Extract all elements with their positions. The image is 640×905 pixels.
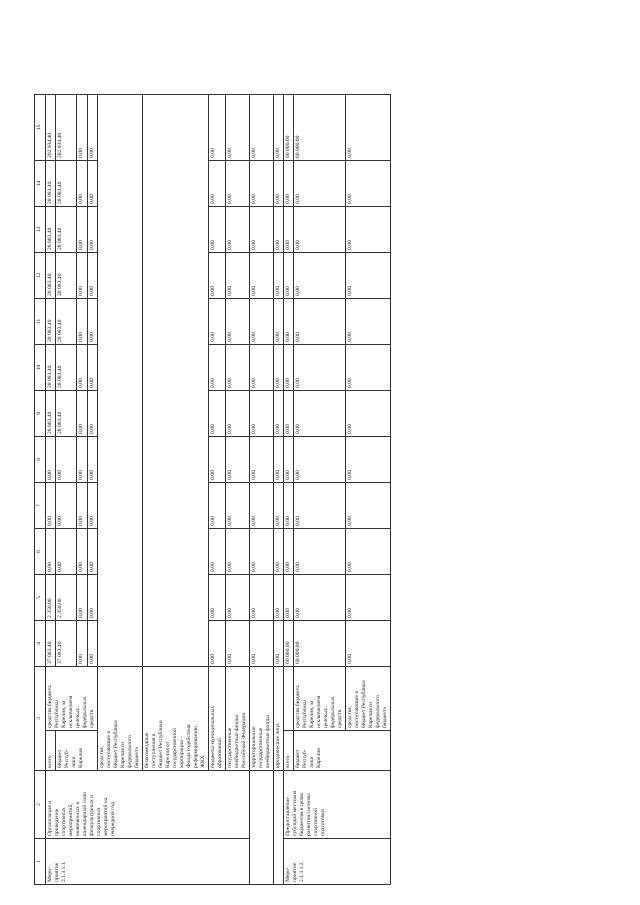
- cell-c5: 2 350,00: [56, 574, 77, 620]
- cell-c7: 0,00: [250, 482, 274, 528]
- executor-name: Респуб- лики Карелия: [64, 748, 84, 768]
- total-c13: 0,00: [284, 206, 294, 252]
- cell-c10: 0,00: [274, 344, 284, 390]
- measure-1-total-row: [46, 94, 56, 884]
- total-c5: 2 350,00: [46, 574, 56, 620]
- measure-2-source-1: средства бюджета Республики Карелия, за исключением целевых федеральных средств: [294, 666, 346, 730]
- cell-c14: 0,00: [274, 160, 284, 206]
- cell-c4: 0,00: [346, 620, 391, 666]
- cell-c8: 0,00: [250, 436, 274, 482]
- cell-c15: 0,00: [77, 94, 87, 160]
- cell-c9: 0,00: [226, 390, 250, 436]
- cell-c12: 0,00: [77, 252, 87, 298]
- cell-c13: 0,00: [77, 206, 87, 252]
- spacer: [250, 771, 274, 885]
- header-cell: 2: [35, 771, 46, 839]
- cell-c6: 0,00: [77, 528, 87, 574]
- cell-c7: 0,00: [346, 482, 391, 528]
- executor-top: бюджет: [295, 749, 301, 768]
- cell-c6: 0,00: [346, 528, 391, 574]
- cell-c15: 0,00: [87, 94, 97, 160]
- total-c4: 37 083,40: [46, 620, 56, 666]
- extra-label: бюджеты муниципальных образований: [209, 666, 226, 770]
- header-cell: 3: [35, 666, 46, 770]
- executor-top: бюджет: [57, 749, 63, 768]
- header-cell: 9: [35, 390, 46, 436]
- cell-c8: 0,00: [274, 436, 284, 482]
- cell-c11: 0,00: [274, 298, 284, 344]
- cell-c6: 0,00: [250, 528, 274, 574]
- cell-c10: 28 083,40: [56, 344, 77, 390]
- cell-c14: 0,00: [226, 160, 250, 206]
- cell-c9: 28 083,40: [56, 390, 77, 436]
- cell-c12: 0,00: [209, 252, 226, 298]
- measure-1-title: Организация и проведение спортивных мероприятий, включенных в календарный план физкультурных и спортивных мероприятий на очередной год: [46, 771, 250, 839]
- total-c11: 28 083,40: [46, 298, 56, 344]
- cell-c8: 0,00: [226, 436, 250, 482]
- cell-c9: 0,00: [77, 390, 87, 436]
- header-cell: 10: [35, 344, 46, 390]
- total-c14: 28 083,40: [46, 160, 56, 206]
- cell-c6: 0,00: [56, 528, 77, 574]
- cell-c12: 0,00: [274, 252, 284, 298]
- header-cell: 12: [35, 252, 46, 298]
- measure-1-source-3: безвозмездные поступления в бюджет Республики Карелия от государственной корпорации – Фонда содействия реформированию ЖКХ: [143, 666, 209, 770]
- cell-c8: 0,00: [77, 436, 87, 482]
- cell-c8: 0,00: [209, 436, 226, 482]
- cell-c15: 0,00: [274, 94, 284, 160]
- cell-c11: 0,00: [250, 298, 274, 344]
- measure-1-source-1-row: [56, 94, 77, 884]
- cell-c10: 0,00: [250, 344, 274, 390]
- cell-c7: 0,00: [294, 482, 346, 528]
- cell-c15: 202 934,40: [56, 94, 77, 160]
- cell-c10: 0,00: [294, 344, 346, 390]
- cell-c9: 0,00: [274, 390, 284, 436]
- total-c6: 0,00: [46, 528, 56, 574]
- cell-c9: 0,00: [87, 390, 97, 436]
- cell-c15: 0,00: [226, 94, 250, 160]
- cell-c5: 0,00: [294, 574, 346, 620]
- measure-1-source-2: средства, поступающие в бюджет Республики Карелия из федерального бюджета: [98, 666, 143, 770]
- cell-c13: 0,00: [346, 206, 391, 252]
- cell-c7: 0,00: [77, 482, 87, 528]
- cell-c5: 0,00: [250, 574, 274, 620]
- cell-c5: 0,00: [346, 574, 391, 620]
- cell-c13: 0,00: [294, 206, 346, 252]
- cell-c14: 0,00: [77, 160, 87, 206]
- cell-c4: 0,00: [87, 620, 97, 666]
- cell-c7: 0,00: [87, 482, 97, 528]
- cell-c15: 60 000,00: [294, 94, 346, 160]
- cell-c6: 0,00: [294, 528, 346, 574]
- cell-c7: 0,00: [209, 482, 226, 528]
- total-c10: 0,00: [284, 344, 294, 390]
- cell-c12: 0,00: [226, 252, 250, 298]
- total-c4: 60 000,00: [284, 620, 294, 666]
- measure-1-executor: [56, 731, 98, 771]
- total-c12: 28 083,40: [46, 252, 56, 298]
- cell-c15: 0,00: [209, 94, 226, 160]
- cell-c8: 0,00: [87, 436, 97, 482]
- total-c5: 0,00: [284, 574, 294, 620]
- measure-1-code: Меро- приятие 2.1.3.1.1.: [46, 839, 250, 885]
- cell-c15: 0,00: [346, 94, 391, 160]
- cell-c13: 0,00: [226, 206, 250, 252]
- cell-c14: 0,00: [294, 160, 346, 206]
- cell-c11: 0,00: [209, 298, 226, 344]
- measure-2-total-row: [284, 94, 294, 884]
- cell-c13: 0,00: [250, 206, 274, 252]
- cell-c11: 0,00: [346, 298, 391, 344]
- total-c13: 28 083,40: [46, 206, 56, 252]
- total-c12: 0,00: [284, 252, 294, 298]
- total-c7: 0,00: [46, 482, 56, 528]
- cell-c14: 0,00: [87, 160, 97, 206]
- cell-c5: 0,00: [274, 574, 284, 620]
- cell-c14: 0,00: [250, 160, 274, 206]
- cell-c13: 0,00: [209, 206, 226, 252]
- cell-c12: 0,00: [346, 252, 391, 298]
- cell-c6: 0,00: [274, 528, 284, 574]
- cell-c6: 0,00: [226, 528, 250, 574]
- cell-c4: 0,00: [77, 620, 87, 666]
- header-cell: 11: [35, 298, 46, 344]
- rotated-table-container: [34, 95, 514, 885]
- cell-c13: 28 083,40: [56, 206, 77, 252]
- cell-c4: 0,00: [226, 620, 250, 666]
- cell-c9: 0,00: [346, 390, 391, 436]
- cell-c12: 0,00: [250, 252, 274, 298]
- header-cell: 7: [35, 482, 46, 528]
- cell-c12: 28 083,40: [56, 252, 77, 298]
- header-cell: 5: [35, 574, 46, 620]
- cell-c4: 60 000,00: [294, 620, 346, 666]
- total-c11: 0,00: [284, 298, 294, 344]
- cell-c4: 0,00: [274, 620, 284, 666]
- measure-1-extra-0-row: [209, 94, 226, 884]
- executor-name: Респуб- лики Карелия: [302, 748, 322, 768]
- measure-1-extra-2-row: [250, 94, 274, 884]
- cell-c4: 0,00: [250, 620, 274, 666]
- cell-c12: 0,00: [87, 252, 97, 298]
- measure-1-source-1: средства бюджета Республики Карелия, за исключением целевых федеральных средств: [46, 666, 98, 730]
- header-cell: 8: [35, 436, 46, 482]
- cell-c13: 0,00: [274, 206, 284, 252]
- cell-c4: 37 083,40: [56, 620, 77, 666]
- cell-c15: 0,00: [250, 94, 274, 160]
- cell-c11: 0,00: [77, 298, 87, 344]
- total-c15: 60 000,00: [284, 94, 294, 160]
- cell-c8: 0,00: [56, 436, 77, 482]
- header-cell: 4: [35, 620, 46, 666]
- header-cell: 13: [35, 206, 46, 252]
- header-cell: 14: [35, 160, 46, 206]
- measure-2-title: Предоставление субсидий местным бюджетам в целях развития системы спортивной подготовки: [284, 771, 391, 839]
- measure-2-code: Меро- приятие 2.1.3.1.2.: [284, 839, 391, 885]
- spacer: [98, 94, 143, 666]
- total-c10: 28 083,40: [46, 344, 56, 390]
- cell-c13: 0,00: [87, 206, 97, 252]
- measure-2-source-2: средства, поступающие в бюджет Республики Карелия из федерального бюджета: [346, 666, 391, 730]
- total-c14: 0,00: [284, 160, 294, 206]
- cell-c9: 0,00: [250, 390, 274, 436]
- measure-2-total-label: всего: [284, 731, 294, 771]
- cell-c10: 0,00: [346, 344, 391, 390]
- cell-c8: 0,00: [294, 436, 346, 482]
- cell-c11: 0,00: [87, 298, 97, 344]
- extra-label: территориальные государственные внебюджетные фонды: [250, 666, 274, 770]
- cell-c7: 0,00: [274, 482, 284, 528]
- measure-1-source-2-label-row: [98, 94, 143, 884]
- spacer: [284, 666, 294, 730]
- total-c8: 0,00: [284, 436, 294, 482]
- header-cell: 15: [35, 94, 46, 160]
- total-c15: 202 934,40: [46, 94, 56, 160]
- cell-c10: 0,00: [209, 344, 226, 390]
- cell-c9: 0,00: [209, 390, 226, 436]
- extra-label: государственные внебюджетные фонды Российской Федерации: [226, 666, 250, 770]
- spacer: [274, 771, 284, 885]
- total-c6: 0,00: [284, 528, 294, 574]
- cell-c7: 0,00: [226, 482, 250, 528]
- budget-table: [34, 94, 391, 885]
- cell-c11: 28 083,40: [56, 298, 77, 344]
- cell-c10: 0,00: [226, 344, 250, 390]
- cell-c8: 0,00: [346, 436, 391, 482]
- total-c8: 0,00: [46, 436, 56, 482]
- measure-1-extra-1-row: [226, 94, 250, 884]
- cell-c14: 28 083,40: [56, 160, 77, 206]
- cell-c5: 0,00: [77, 574, 87, 620]
- spacer: [143, 94, 209, 666]
- total-c9: 28 083,40: [46, 390, 56, 436]
- cell-c6: 0,00: [209, 528, 226, 574]
- total-c7: 0,00: [284, 482, 294, 528]
- cell-c11: 0,00: [226, 298, 250, 344]
- header-cell: 6: [35, 528, 46, 574]
- measure-1-source-3-label-row: [143, 94, 209, 884]
- cell-c14: 0,00: [346, 160, 391, 206]
- cell-c5: 0,00: [87, 574, 97, 620]
- header-row: [35, 94, 46, 884]
- total-c9: 0,00: [284, 390, 294, 436]
- cell-c14: 0,00: [209, 160, 226, 206]
- cell-c9: 0,00: [294, 390, 346, 436]
- cell-c10: 0,00: [87, 344, 97, 390]
- cell-c5: 0,00: [209, 574, 226, 620]
- measure-2-executor: [294, 731, 391, 771]
- cell-c4: 0,00: [209, 620, 226, 666]
- header-cell: 1: [35, 839, 46, 885]
- cell-c12: 0,00: [294, 252, 346, 298]
- measure-1-extra-3-row: [274, 94, 284, 884]
- measure-2-source-1-row: [294, 94, 346, 884]
- cell-c11: 0,00: [294, 298, 346, 344]
- cell-c5: 0,00: [226, 574, 250, 620]
- extra-label: юридические лица: [274, 666, 284, 770]
- measure-1-total-label: всего: [46, 731, 56, 771]
- cell-c6: 0,00: [87, 528, 97, 574]
- cell-c7: 0,00: [56, 482, 77, 528]
- cell-c10: 0,00: [77, 344, 87, 390]
